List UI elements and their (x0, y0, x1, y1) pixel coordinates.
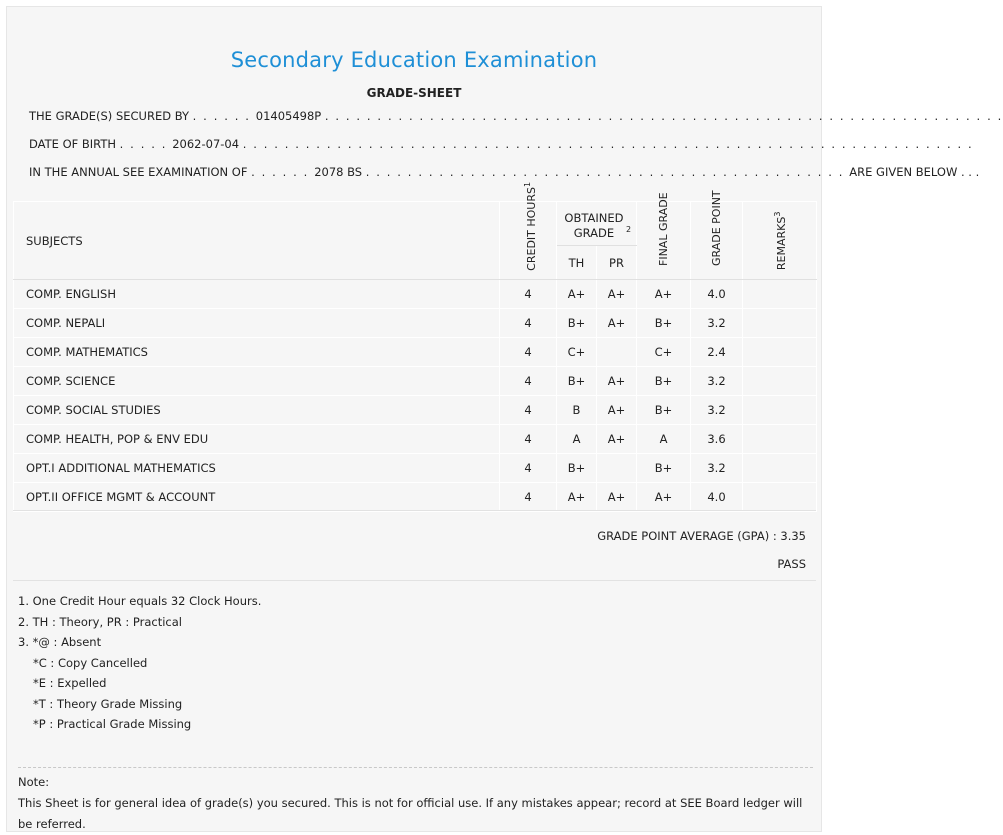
grade-point-cell: 4.0 (691, 483, 743, 512)
exam-year: 2078 BS (314, 165, 363, 179)
footnote-3-expelled: *E : Expelled (33, 676, 107, 690)
final-grade-cell: A (637, 425, 691, 454)
th-grade-cell: A+ (557, 280, 597, 309)
subject-cell: COMP. NEPALI (14, 309, 500, 338)
note-text: This Sheet is for general idea of grade(s) you secured. This is not for official use. If any mistakes appear; record at SEE Board ledger will be referred. (18, 796, 803, 831)
th-grade-cell: B+ (557, 309, 597, 338)
secured-by-label: THE GRADE(S) SECURED BY (29, 109, 190, 123)
credit-cell: 4 (500, 425, 557, 454)
final-grade-cell: A+ (637, 483, 691, 512)
symbol-number: 01405498P (255, 109, 322, 123)
pr-grade-cell: A+ (597, 425, 637, 454)
footnote-1: 1. One Credit Hour equals 32 Clock Hours. (18, 594, 262, 608)
credit-cell: 4 (500, 367, 557, 396)
subject-cell: COMP. SOCIAL STUDIES (14, 396, 500, 425)
credit-cell: 4 (500, 338, 557, 367)
grade-point-cell: 3.2 (691, 454, 743, 483)
credit-cell: 4 (500, 396, 557, 425)
exam-line: IN THE ANNUAL SEE EXAMINATION OF . . . . . . 2078 BS . . . . . . . . . . . . . . . . . . . . . . . . . . . . . . . . . . . . . . . . . . . . . . ARE GIVEN BELOW . . . (29, 165, 980, 179)
remarks-cell (743, 338, 817, 367)
credit-cell: 4 (500, 280, 557, 309)
disclaimer-note (18, 767, 813, 835)
remarks-cell (743, 425, 817, 454)
final-grade-cell: B+ (637, 367, 691, 396)
credit-hours-header: CREDIT HOURS$^1$ (500, 202, 557, 280)
grade-sheet (6, 6, 1003, 832)
remarks-cell (743, 396, 817, 425)
grades-table (13, 181, 817, 512)
table-row (14, 454, 817, 483)
subject-cell: OPT.I ADDITIONAL MATHEMATICS (14, 454, 500, 483)
footnote-3-practical-missing: *P : Practical Grade Missing (33, 717, 192, 731)
grade-point-cell: 3.6 (691, 425, 743, 454)
obtained-grade-header: OBTAINED GRADE $^2$ (557, 202, 637, 246)
th-grade-cell: B+ (557, 454, 597, 483)
table-row (14, 338, 817, 367)
final-grade-cell: A+ (637, 280, 691, 309)
grade-point-cell: 2.4 (691, 338, 743, 367)
th-header: TH (557, 246, 597, 280)
footnote-3-copy-cancelled: *C : Copy Cancelled (33, 655, 148, 670)
table-row (14, 425, 817, 454)
gpa-label: GRADE POINT AVERAGE (GPA) : (597, 529, 777, 543)
given-below-text: ARE GIVEN BELOW . . . (849, 165, 980, 179)
pr-header: PR (597, 246, 637, 280)
remarks-header: REMARKS$^3$ (743, 202, 817, 280)
exam-title: Secondary Education Examination (230, 48, 598, 72)
remarks-cell (743, 454, 817, 483)
final-grade-cell: B+ (637, 309, 691, 338)
result-status: PASS (777, 557, 806, 571)
pr-grade-cell: A+ (597, 309, 637, 338)
remarks-cell (743, 483, 817, 512)
grade-point-cell: 4.0 (691, 280, 743, 309)
table-row (14, 367, 817, 396)
sheet-subtitle: GRADE-SHEET (366, 86, 462, 100)
grade-point-cell: 3.2 (691, 367, 743, 396)
table-row (14, 309, 817, 338)
remarks-cell (743, 280, 817, 309)
th-grade-cell: B (557, 396, 597, 425)
dob-value: 2062-07-04 (172, 137, 240, 151)
final-grade-cell: C+ (637, 338, 691, 367)
grade-point-cell: 3.2 (691, 309, 743, 338)
th-grade-cell: C+ (557, 338, 597, 367)
pr-grade-cell: A+ (597, 280, 637, 309)
footnote-3: 3. *@ : Absent (18, 635, 102, 649)
pr-grade-cell: A+ (597, 396, 637, 425)
pr-grade-cell (597, 454, 637, 483)
credit-cell: 4 (500, 309, 557, 338)
subject-cell: OPT.II OFFICE MGMT & ACCOUNT (14, 483, 500, 512)
dob-label: DATE OF BIRTH (29, 137, 117, 151)
final-grade-cell: B+ (637, 454, 691, 483)
divider (13, 580, 816, 581)
grade-point-header: GRADE POINT (691, 202, 743, 280)
th-grade-cell: A+ (557, 483, 597, 512)
gpa-line (597, 529, 806, 543)
subject-cell: COMP. ENGLISH (14, 280, 500, 309)
subjects-header: SUBJECTS (14, 202, 500, 280)
remarks-cell (743, 367, 817, 396)
th-grade-cell: A (557, 425, 597, 454)
subject-cell: COMP. MATHEMATICS (14, 338, 500, 367)
divider (13, 510, 816, 511)
final-grade-cell: B+ (637, 396, 691, 425)
subject-cell: COMP. SCIENCE (14, 367, 500, 396)
dob-line: DATE OF BIRTH . . . . . 2062-07-04 . . . . . . . . . . . . . . . . . . . . . . . . . . . . . . . . . . . . . . . . . . . . . . . . . . . . . . . . . . . . . . . . . . . . . . (29, 137, 974, 151)
note-label: Note: (18, 775, 50, 789)
pr-grade-cell (597, 338, 637, 367)
footnotes (18, 591, 261, 735)
exam-label: IN THE ANNUAL SEE EXAMINATION OF (29, 165, 248, 179)
grade-point-cell: 3.2 (691, 396, 743, 425)
table-row (14, 280, 817, 309)
pr-grade-cell: A+ (597, 483, 637, 512)
gpa-value: 3.35 (780, 529, 806, 543)
final-grade-header: FINAL GRADE (637, 202, 691, 280)
footnote-2: 2. TH : Theory, PR : Practical (18, 614, 182, 629)
credit-cell: 4 (500, 454, 557, 483)
remarks-cell (743, 309, 817, 338)
footnote-3-theory-missing: *T : Theory Grade Missing (33, 696, 183, 711)
secured-by-line: THE GRADE(S) SECURED BY . . . . . . 01405498P . . . . . . . . . . . . . . . . . . . . . . . . . . . . . . . . . . . . . . . . . . . . . . . . . . . . . . . . . . . . . . . . . (29, 109, 1003, 123)
pr-grade-cell: A+ (597, 367, 637, 396)
subject-cell: COMP. HEALTH, POP & ENV EDU (14, 425, 500, 454)
table-row (14, 396, 817, 425)
th-grade-cell: B+ (557, 367, 597, 396)
credit-cell: 4 (500, 483, 557, 512)
table-row (14, 483, 817, 512)
